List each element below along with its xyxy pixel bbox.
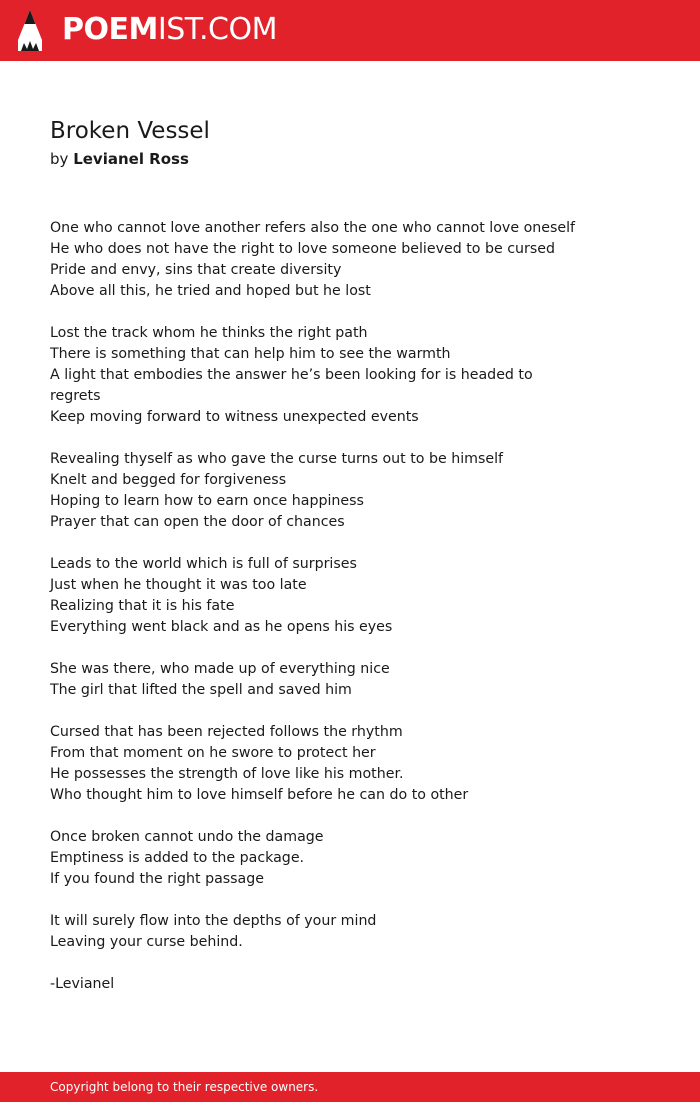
poem-line: It will surely flow into the depths of your mind <box>50 913 377 929</box>
poem-line: He possesses the strength of love like his mother. <box>50 766 404 782</box>
logo-text-bold: POEM <box>62 12 158 47</box>
poem-line: Prayer that can open the door of chances <box>50 514 345 530</box>
poem-line: Just when he thought it was too late <box>50 577 307 593</box>
poem-line: -Levianel <box>50 976 115 992</box>
poem-stanza <box>50 911 610 953</box>
poem-line: Cursed that has been rejected follows the rhythm <box>50 724 403 740</box>
copyright-notice: Copyright belong to their respective owners. <box>50 1080 319 1094</box>
poem-stanza <box>50 974 610 995</box>
poem-stanza <box>50 827 610 890</box>
poem-line: Once broken cannot undo the damage <box>50 829 324 845</box>
poem-line: Knelt and begged for forgiveness <box>50 472 287 488</box>
poem-line: Leads to the world which is full of surprises <box>50 556 357 572</box>
poem-line: She was there, who made up of everything nice <box>50 661 390 677</box>
poem-line: Everything went black and as he opens his eyes <box>50 619 393 635</box>
poem-stanza <box>50 659 610 701</box>
poem-line: Keep moving forward to witness unexpected events <box>50 409 419 425</box>
site-footer <box>0 1072 700 1102</box>
logo-text-light: IST.COM <box>157 12 277 47</box>
poem-line: He who does not have the right to love someone believed to be cursed <box>50 241 555 257</box>
poem-line: One who cannot love another refers also the one who cannot love oneself <box>50 220 576 236</box>
poem-line: Realizing that it is his fate <box>50 598 235 614</box>
poem-line: Pride and envy, sins that create diversity <box>50 262 342 278</box>
site-logo[interactable] <box>62 12 277 48</box>
byline-prefix: by <box>50 150 69 168</box>
poem-line: A light that embodies the answer he’s been looking for is headed to <box>50 367 533 383</box>
poem-stanza <box>50 218 610 302</box>
poem-line: Leaving your curse behind. <box>50 934 243 950</box>
poem-stanza <box>50 722 610 806</box>
poem-line: Revealing thyself as who gave the curse turns out to be himself <box>50 451 504 467</box>
author-name: Levianel Ross <box>73 150 189 168</box>
poem-line: Above all this, he tried and hoped but he lost <box>50 283 371 299</box>
poem-line: Hoping to learn how to earn once happiness <box>50 493 364 509</box>
poem-stanza <box>50 554 610 638</box>
pencil-icon[interactable] <box>18 10 42 51</box>
site-header <box>0 0 700 61</box>
poem-line: If you found the right passage <box>50 871 264 887</box>
poem-body <box>50 218 610 1016</box>
poem-line: From that moment on he swore to protect her <box>50 745 376 761</box>
poem-line: Emptiness is added to the package. <box>50 850 305 866</box>
poem-line: Lost the track whom he thinks the right path <box>50 325 368 341</box>
poem-line: regrets <box>50 388 101 404</box>
poem-line: There is something that can help him to see the warmth <box>50 346 451 362</box>
poem-stanza <box>50 323 610 428</box>
poem-line: The girl that lifted the spell and saved him <box>50 682 352 698</box>
byline <box>50 148 189 170</box>
poem-line: Who thought him to love himself before he can do to other <box>50 787 469 803</box>
poem-stanza <box>50 449 610 533</box>
poem-title: Broken Vessel <box>50 118 210 144</box>
